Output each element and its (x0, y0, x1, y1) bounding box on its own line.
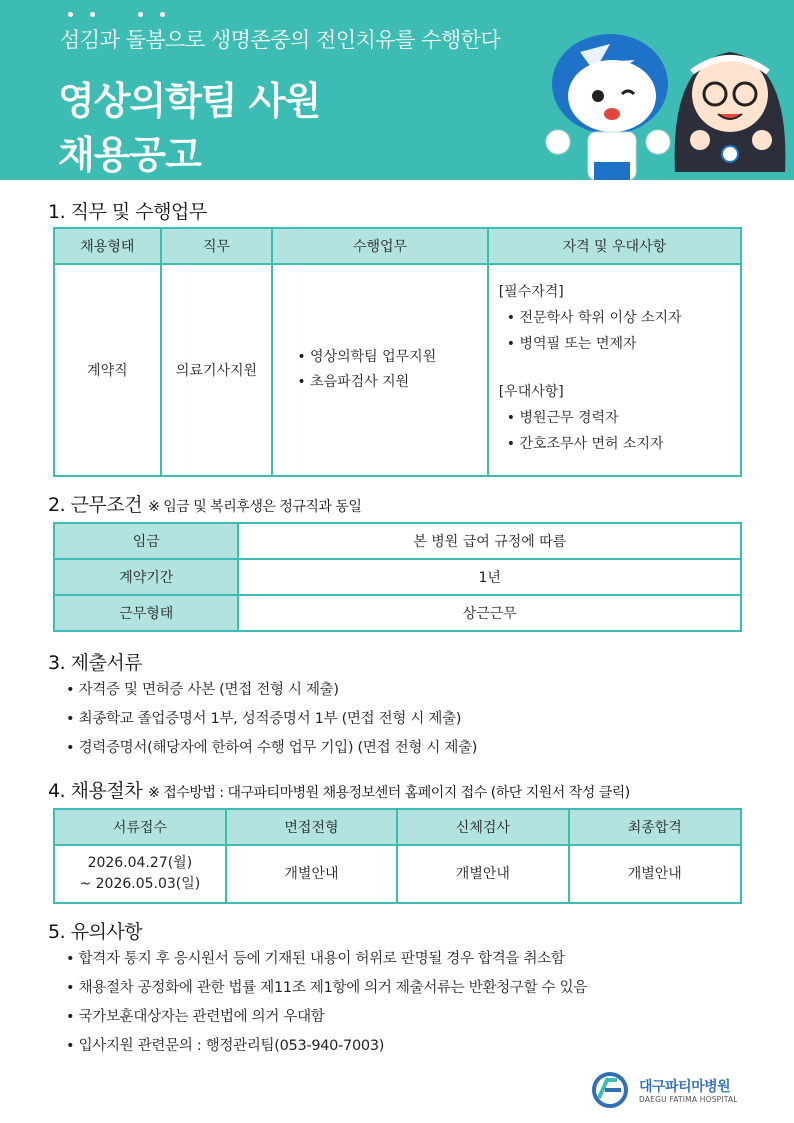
table-row (54, 595, 741, 631)
col-interview: 면접전형 (226, 809, 397, 845)
col-final-pass: 최종합격 (569, 809, 741, 845)
list-item: • 경력증명서(해당자에 한하여 수행 업무 기입) (면접 전형 시 제출) (66, 734, 477, 763)
hiring-process-table (53, 808, 742, 904)
preferred-item: • 병원근무 경력자 (499, 405, 740, 431)
col-qualifications: 자격 및 우대사항 (488, 228, 741, 264)
duty-item: • 영상의학팀 업무지원 (289, 345, 486, 370)
logo-name: 대구파티마병원 (639, 1079, 731, 1095)
col-job: 직무 (161, 228, 273, 264)
section-4-heading: 4. 채용절차 (48, 780, 143, 802)
row-value: 1년 (238, 559, 741, 595)
col-physical-exam: 신체검사 (397, 809, 568, 845)
table-row (54, 523, 741, 559)
section-5-title: 5. 유의사항 (48, 921, 143, 943)
duty-item: • 초음파검사 지원 (289, 370, 486, 395)
physical-value: 개별안내 (397, 845, 568, 903)
employment-type: 계약직 (54, 264, 161, 476)
qualifications-cell (488, 264, 741, 476)
list-item: • 채용절차 공정화에 관한 법률 제11조 제1항에 의거 제출서류는 반환청구할 수 있음 (66, 974, 587, 1003)
section-4-title (48, 776, 630, 803)
table-header-row (54, 809, 741, 845)
table-row (54, 264, 741, 476)
interview-value: 개별안내 (226, 845, 397, 903)
hospital-emblem-icon (587, 1072, 633, 1108)
section-1-title: 1. 직무 및 수행업무 (48, 201, 207, 223)
mascot-illustration (540, 22, 790, 180)
duties-cell (272, 264, 487, 476)
section-2-heading: 2. 근무조건 (48, 494, 143, 516)
col-employment-type: 채용형태 (54, 228, 161, 264)
logo-english: DAEGU FATIMA HOSPITAL (639, 1095, 738, 1104)
list-item: • 합격자 통지 후 응시원서 등에 기재된 내용이 허위로 판명될 경우 합격을 취소함 (66, 945, 587, 974)
slogan: 섬김과 돌봄으로 생명존중의 전인치유를 수행한다 (60, 28, 501, 52)
section-3-title: 3. 제출서류 (48, 652, 143, 674)
final-value: 개별안내 (569, 845, 741, 903)
table-row (54, 845, 741, 903)
list-item: • 국가보훈대상자는 관련법에 의거 우대함 (66, 1003, 587, 1032)
row-label: 근무형태 (54, 595, 238, 631)
decorative-dots (60, 8, 180, 20)
notes-list (66, 945, 587, 1061)
section-4-note: ※ 접수방법 : 대구파티마병원 채용정보센터 홈페이지 접수 (하단 지원서 작성 클릭) (148, 785, 630, 801)
list-item: • 입사지원 관련문의 : 행정관리팀(053-940-7003) (66, 1032, 587, 1061)
col-duties: 수행업무 (272, 228, 487, 264)
period-end: ~ 2026.05.03(일) (79, 876, 201, 892)
nun-mascot-icon (675, 52, 786, 172)
required-item: • 전문학사 학위 이상 소지자 (499, 305, 740, 331)
col-document-screening: 서류접수 (54, 809, 226, 845)
work-conditions-table (53, 522, 742, 632)
page-title: 영상의학팀 사원 (58, 79, 321, 123)
row-label: 계약기간 (54, 559, 238, 595)
documents-list (66, 676, 477, 763)
row-value: 본 병원 급여 규정에 따름 (238, 523, 741, 559)
job-name: 의료기사지원 (161, 264, 273, 476)
page-subtitle: 채용공고 (58, 133, 201, 177)
section-2-title (48, 490, 361, 517)
section-2-note: ※ 임금 및 복리후생은 정규직과 동일 (148, 499, 362, 515)
preferred-item: • 간호조무사 면허 소지자 (499, 431, 740, 457)
required-item: • 병역필 또는 면제자 (499, 331, 740, 357)
hospital-logo (587, 1072, 757, 1110)
job-duties-table (53, 227, 742, 477)
row-label: 임금 (54, 523, 238, 559)
row-value: 상근근무 (238, 595, 741, 631)
table-header-row (54, 228, 741, 264)
list-item: • 최종학교 졸업증명서 1부, 성적증명서 1부 (면접 전형 시 제출) (66, 705, 477, 734)
header-banner (0, 0, 794, 180)
required-label: [필수자격] (498, 284, 564, 300)
list-item: • 자격증 및 면허증 사본 (면접 전형 시 제출) (66, 676, 477, 705)
document-period (54, 845, 226, 903)
doctor-mascot-icon (546, 34, 670, 180)
table-row (54, 559, 741, 595)
period-start: 2026.04.27(월) (87, 855, 193, 871)
preferred-label: [우대사항] (498, 384, 564, 400)
